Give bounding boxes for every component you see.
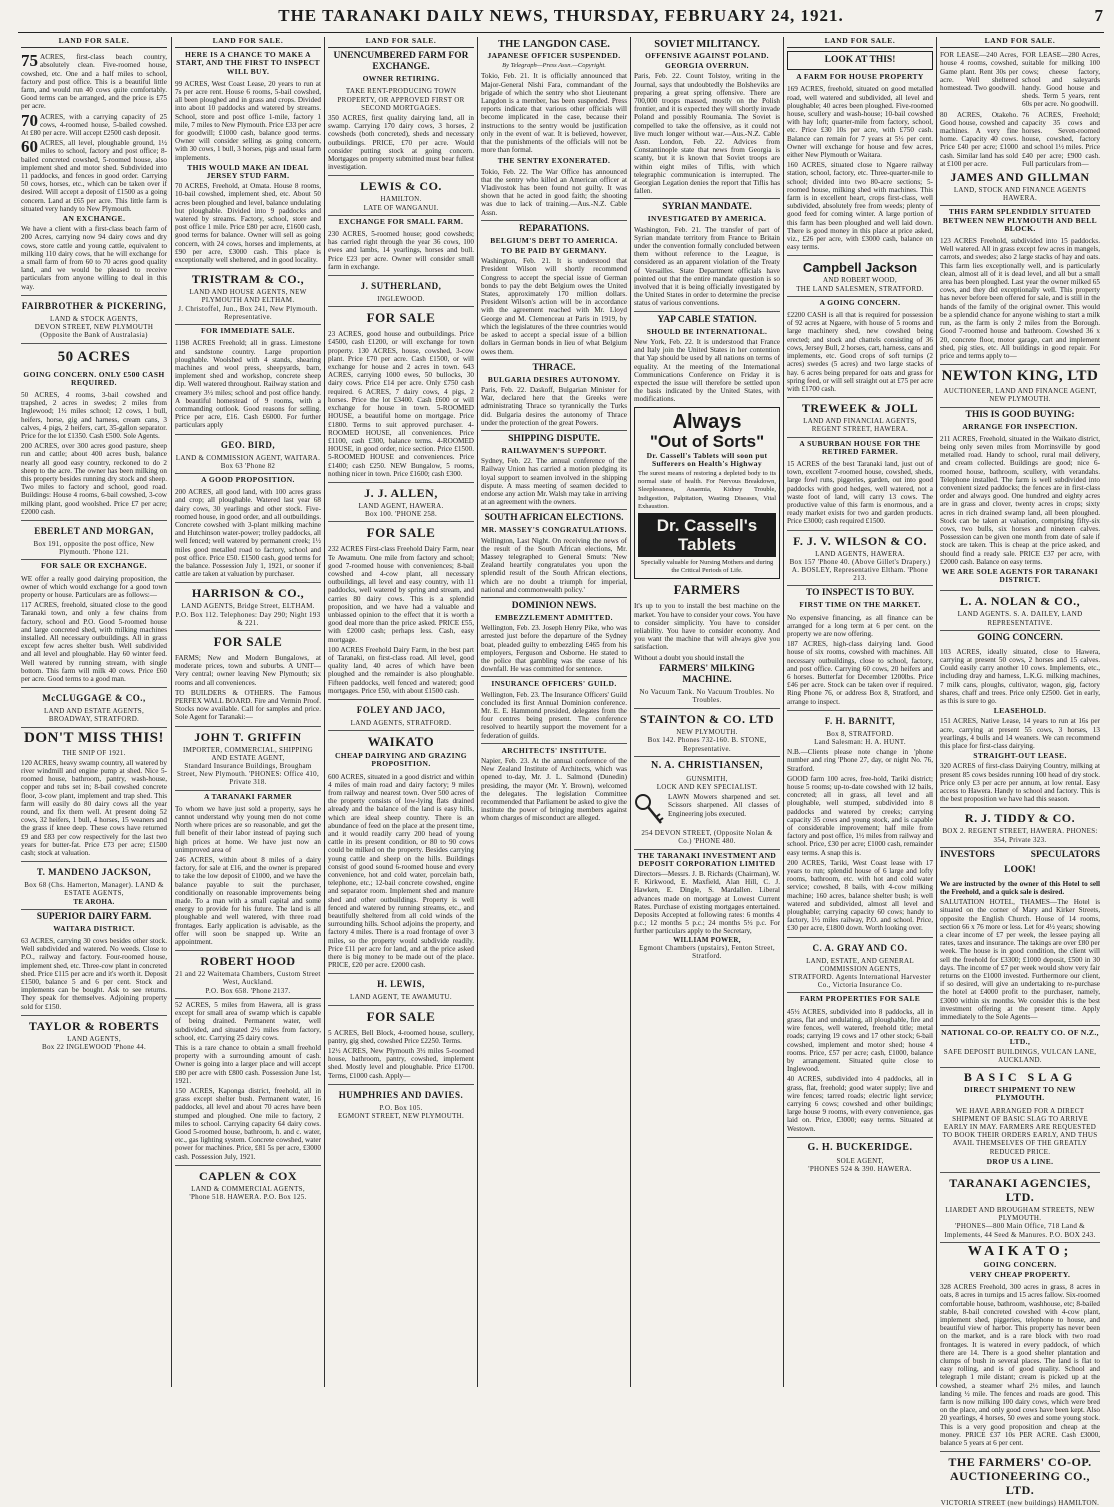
ad-headline: LOOK AT THIS! xyxy=(824,55,896,66)
news-body: Napier, Feb. 23. At the annual conference of the New Zealand Institute of Architects, which was opened to-day, Mr. J. L. Salmond (Dunedin) presiding, the mayor (Mr. Y. Brown), welcomed the delegates. The legislation Committee recommended that Parliament be asked to give the institute the power of bringing members against whom charges of misconduct are alleged. xyxy=(481,757,627,823)
agent-name: STAINTON & CO. LTD xyxy=(639,712,775,727)
agent-subtitle: LAND & COMMERCIAL AGENTS, xyxy=(191,1184,305,1193)
ad-text: 230 ACRES, 5-roomed house; good cowsheds; has carried right through the year 36 cows, 100 ewes and lambs, 14 yearlings, horses and bull. Price £23 per acre. Owner will consider small farm in exchange. xyxy=(328,230,474,271)
agent-subtitle: LAND AGENTS, Bridge Street, ELTHAM. xyxy=(181,602,315,611)
ad-subheadline: GOING CONCERN. xyxy=(983,1259,1057,1269)
ad-text: The surest means of restoring a depleted body to its normal state of health. For Nervous Breakdown, Sleeplessness, Anaemia, Kidney Trouble, Indigestion, Palpitation, Wasting Diseases, Vital Exhaustion. xyxy=(638,469,776,510)
ad-subheadline: VERY CHEAP PROPERTY. xyxy=(969,1269,1071,1279)
agent-subtitle: LAND AND FINANCIAL AGENTS, xyxy=(803,417,917,426)
news-subheadline: THE SENTRY EXONERATED. xyxy=(497,156,611,166)
classified-ad xyxy=(634,600,780,709)
ad-text: This is a rare chance to obtain a small freehold property with a surrounding amount of cash. Owner is going into a larger place and will accept £80 per acre with £800 cash. Possession June 1st, 1921. xyxy=(175,1043,321,1085)
ad-heading: A GOING CONCERN. xyxy=(819,297,901,307)
columns xyxy=(18,36,1104,1507)
ad-heading: HERE IS A CHANCE TO MAKE A START, AND THE FIRST TO INSPECT WILL BUY. xyxy=(176,50,320,76)
ad-heading: A GOOD PROPOSITION. xyxy=(201,474,295,484)
agent-name: JOHN T. GRIFFIN xyxy=(194,729,302,744)
classified-ad xyxy=(328,1027,474,1085)
column-3 xyxy=(325,37,477,1387)
agent-address: VICTORIA STREET (new buildings) HAMILTON. xyxy=(940,1499,1100,1507)
agent-name: HARRISON & CO., xyxy=(191,586,305,601)
news-body: Tokio, Feb. 22. The War Office has announced that the sentry who killed an American officer at Vladivostok has been found not guilty. It was shown that he acted in good faith; the shooting was due to lack of training.—Aus.-N.Z. Cable Assn. xyxy=(481,168,627,221)
agent-subtitle: LAND AGENT, HAWERA. xyxy=(358,501,444,510)
ad-text: 117 ACRES, freehold, situated close to the good Taranaki town, and only a few chains from factory, school and P.O. Good 5-roomed house and large concreted shed, with milking machines installed. All necessary outbuildings. All in grass except few acres shelter bush. Well subdivided and all level and ploughable. Hay 60 winter feed. Well watered by running stream, with single bottom. This farm will milk 40 cows. Price £60 per acre. Good terms to a good man. xyxy=(21,601,167,683)
news-body: Washington, Feb. 21. The transfer of part of Syrian mandate territory from France to Britain under the convention formally concluded between them without reference to the League, is considered as an apparent violation of the Treaty of Versailles. State Department officials have pointed out that the entire mandate question is so involved that it is being officially investigated by the United States in order to determine the precise status of various conventions. xyxy=(634,226,780,312)
classified-ad xyxy=(175,486,321,583)
news-subheadline: EMBEZZLEMENT ADMITTED. xyxy=(495,612,613,622)
news-headline: THRACE. xyxy=(532,362,576,373)
ad-text: 63 ACRES, carrying 30 cows besides other stock. Well subdivided and watered. No weeds. Close to P.O., railway and factory. Four-roomed house, implement shed, etc. Three-cow plant in concreted shed. Price £115 per acre and it's worth it. Deposit £1500, balance 5 and 6 per cent. Stock and implements can be bought. Ask to see returns. They speak for themselves. Adjoining property sold for £150. xyxy=(21,937,167,1011)
agent-address: Box 157 'Phone 40. (Above Gillet's Drapery.) A. BOSLEY, Representative Eltham. 'Phone 213. xyxy=(787,558,933,587)
classified-ad xyxy=(787,746,933,937)
news-subheadline: JAPANESE OFFICER SUSPENDED. xyxy=(487,51,621,60)
news-headline: SHIPPING DISPUTE. xyxy=(508,433,600,444)
agent-subtitle: Box 8, STRATFORD. xyxy=(826,729,894,738)
agent-address: BOX 2. REGENT STREET, HAWERA. PHONES: 354, Private 323. xyxy=(940,827,1100,847)
agent-name: CAPLEN & COX xyxy=(199,1168,297,1183)
agent-subtitle: SOLE AGENT, xyxy=(836,1156,884,1165)
ad-text: £2200 CASH is all that is required for possession of 92 acres at Ngaere, with house of 5 rooms and large machinery shed, new cowshed being erected; and stock and chattels consisting of 36 cows, Jersey Bull, 2 horses, cart, harness, cans and implements, etc. Good crops of soft turnips (2 acres) swedes (5 acres) and two large stacks of hay. 6 acres being prepared for oats and grass for spring feed, or will sell straight out at £75 per acre with £1700 cash. xyxy=(787,311,933,393)
classified-ad xyxy=(787,83,933,256)
ad-heading: LEASEHOLD. xyxy=(993,706,1047,716)
agent-subtitle: 21 and 22 Waitemata Chambers, Custom Street West, Auckland. xyxy=(175,970,321,987)
news-body: Wellington, Feb. 23. Joseph Henry Pike, who was arrested just before the departure of the Sydney boat, pleaded guilty to embezzling £465 from his employers, Ferguson and Osborne. He stated to the police that gambling was the cause of his downfall. He was committed for sentence. xyxy=(481,624,627,677)
agent-address: Land Salesman: H. A. HUNT. xyxy=(814,738,906,746)
news-body: Wellington, Last Night. On receiving the news of the result of the South African elections, Mr. Massey telegraphed to General Smuts: 'New Zealand heartily congratulates you upon the splendid result of the South African elections, which are no doubt a triumph for imperial, national and commonwealth policy.' xyxy=(481,537,627,598)
ad-heading: FOR SALE OR EXCHANGE. xyxy=(41,561,147,571)
ad-headline: INVESTORS xyxy=(940,849,995,860)
ad-text: ACRES, with a carrying capacity of 25 cows, 4-roomed house, 5-bailed cowshed. At £80 per acre. Will accept £2500 cash deposit. xyxy=(21,112,167,138)
section-header: LAND FOR SALE. xyxy=(787,37,933,48)
agent-address: DEVON STREET, NEW PLYMOUTH xyxy=(34,323,154,332)
agent-subtitle: LAND & COMMISSION AGENT, WAITARA. xyxy=(175,453,321,462)
masthead xyxy=(18,6,1104,33)
agent-address: 'PHONES 524 & 390. HAWERA. xyxy=(808,1164,912,1173)
ad-text: No expensive financing, as all finance can be arranged for a long term at 6 per cent. on the property we are now offering. xyxy=(787,613,933,638)
ad-text: WE offer a really good dairying proposition, the owner of which would exchange for a good town property or house. Particulars are as follows:— xyxy=(21,574,167,599)
column-4 xyxy=(478,37,630,1387)
classified-ad xyxy=(787,309,933,398)
classified-ad xyxy=(175,803,321,951)
classified-ad xyxy=(328,543,474,700)
agent-subtitle: SAFE DEPOSIT BUILDINGS, VULCAN LANE, AUCKLAND. xyxy=(940,1048,1100,1068)
page-number: 7 xyxy=(1094,6,1104,25)
classified-ad xyxy=(328,228,474,276)
agent-name: G. H. BUCKERIDGE. xyxy=(807,1141,913,1153)
classified-ad xyxy=(787,1006,933,1138)
agent-name: TAYLOR & ROBERTS xyxy=(28,1018,160,1033)
ad-text: 200 ACRES, all good land, with 100 acres grass and crop; all ploughable. Watered last year 68 dairy cows, 30 yearlings and other stock. Five-roomed house, in good order, and all outbuildings. Concrete cowshed with 3-plant milking machine and Hutchinson water-power; trolley paddocks, all well fenced; well watered by permanent creek; 1½ miles good metalled road to factory, school and post office. Price £50. £1500 cash, good terms for the balance. Possession July 1, 1921, or sooner if cattle are taken at valuation by purchaser. xyxy=(175,488,321,579)
agent-name: Campbell Jackson xyxy=(802,260,918,276)
agent-address: P.O. Box 658. 'Phone 2137. xyxy=(175,987,321,999)
ad-text: It's up to you to install the best machine on the market. You have to consider your cows. You have to consider simplicity. You have to consider reliability. You have to consider economy. And you want the machine that will always give you satisfaction. xyxy=(634,602,780,652)
ad-text: TAKE RENT-PRODUCING TOWN PROPERTY, OR APPROVED FIRST OR SECOND MORTGAGES. xyxy=(337,87,465,112)
ad-subheadline: DIRECT SHIPMENT TO NEW PLYMOUTH. xyxy=(964,1085,1076,1103)
agent-name: NATIONAL CO-OP. REALTY CO. OF N.Z., LTD., xyxy=(941,1028,1099,1046)
agent-address: Box 22 INGLEWOOD 'Phone 44. xyxy=(41,1043,147,1052)
news-body: Sydney, Feb. 22. The annual conference of the Railway Union has carried a motion pledging its loyal support to seamen involved in the shipping dispute. A mass meeting of seamen decided to endorse any action Mr. Walsh may take in arriving at an agreement with the owners. xyxy=(481,457,627,510)
ad-headline: "Out of Sorts" xyxy=(649,431,765,451)
agent-name: FOLEY AND JACO, xyxy=(356,704,446,715)
ad-text: 328 ACRES Freehold, 300 acres in grass, 8 acres in oats, 8 acres in turnips and 15 acres fallow. Six-roomed comfortable house, bathroom, washhouse, etc; 8-bailed stable, 8-bail concreted cowshed with 4-cow plant, implement shed, piggeries, telephone to house, and beautiful view of harbor. This property has never been on the market, and is a rare block with two road frontages. It is watered in every paddock, of which there are 14. There is a good shelter plantation and clumps of bush in several places. The land is flat to easy rolling, and is of good quality. School and telegraph 1 mile distant; cream is picked up at the cowshed, a steamer wharf 2½ miles, and launch landing ½ mile. The fences and roads are good. This farm is now milking 100 dairy cows, which were bred on the place, and only good cows have been kept. Also 20 yearlings, 4 horses, 50 ewes and some young stock. This is a very good proposition and cheap at the money. PRICE £37 10s PER ACRE. Cash £3000, balance 5 years at 6 per cent. xyxy=(940,1283,1100,1448)
classified-ad xyxy=(787,612,933,711)
ad-text: 50 ACRES, 4 rooms, 3-bail cowshed and trapshed, 2 acres in swedes; 2 miles from Inglewood; 1½ miles school; 12 cows, 1 bull, heifers, horse, gig and harness, cream cans, 3 calves, 4 pigs, 2 heifers, cart, 35-gallon separator. Price for the lot £1350. Cash £500. Sole Agents. xyxy=(21,390,167,440)
ad-subheadline: THE SNIP OF 1921. xyxy=(62,748,126,757)
classified-ad xyxy=(175,78,321,269)
ad-text: To whom we have just sold a property, says he cannot understand why young men do not come North where prices are so reasonable, and get the full benefit of their labor instead of paying such high prices at home. We have just now an unimproved area of xyxy=(175,804,321,854)
classified-ad xyxy=(940,878,1100,1026)
ad-text: 246 ACRES, within about 8 miles of a dairy factory, for sale at £16, and the owner is prepared to take the low deposit of £1000, and we have the balance payable to suit the purchaser, conditionally on reasonable improvements being made. To a man with a small capital and some energy to provide for his future. The land is all ploughable and well watered, with three road frontages. Early application is advisable, as the offer will soon be snapped up. Write an appointment. xyxy=(175,856,321,947)
agent-subtitle: LAND AGENTS, xyxy=(67,1034,121,1043)
ad-headline: TO INSPECT IS TO BUY. xyxy=(806,588,914,599)
ad-text: FOR LEASE—280 Acres, suitable for milking 100 cows; cheese factory, school and saleyards handy. Good house and sheds. Term 5 years, rent 60s per acre. No goodwill. xyxy=(1022,51,1100,109)
news-subheadline: BELGIUM'S DEBT TO AMERICA. xyxy=(490,235,618,245)
newspaper-title: THE TARANAKI DAILY NEWS, THURSDAY, FEBRUARY 24, 1921. xyxy=(278,6,844,25)
ad-text: SALUTATION HOTEL, THAMES—The Hotel is situated on the corner of Mary and Kirker Streets, opposite the English Church. House of 14 rooms, section 66 x 76 more or less. Let for 4½ years; showing a clear income of £7 per week, the lessee paying all rates, taxes and insurance. The takings are over £80 per week. The house is in good condition, the client will sell the freehold for £3300; £1000 deposit, £500 in 30 days. The income of £7 per week would show very fair returns on the £1000 invested. Furthermore our client, if so desired, will give an undertaking to re-purchase the hotel at £4000 profit to the purchaser, namely, £3000 within six months. We consider this is the best investment offering at the present time. Apply immediately to the Sole Agents— xyxy=(940,898,1100,1022)
classified-ad xyxy=(940,646,1100,809)
ad-text: We are instructed by the owner of this Hotel to sell the Freehold, and a quick sale is desired. xyxy=(940,879,1100,897)
agent-name: TRISTRAM & CO., xyxy=(191,272,305,287)
ad-headline: SUPERIOR DAIRY FARM. xyxy=(36,911,152,922)
ad-headline: FOR SALE xyxy=(213,633,283,649)
classified-ad xyxy=(940,235,1100,365)
agent-subtitle: AUCTIONEER, LAND AND FINANCE AGENT, NEW PLYMOUTH. xyxy=(940,387,1100,407)
agent-name: J. SUTHERLAND, xyxy=(360,281,442,292)
agent-address: Box 142. Phones 732-160. B. STONE, Representative. xyxy=(634,736,780,756)
agent-address: 'Phone 518. HAWERA. P.O. Box 125. xyxy=(189,1192,307,1201)
news-subheadline: BULGARIA DESIRES AUTONOMY. xyxy=(487,374,621,384)
news-headline: SYRIAN MANDATE. xyxy=(662,202,752,213)
lease-ads-row xyxy=(940,51,1100,108)
ad-text: ACRES, first-class beach country, absolutely clean. Five-roomed house, cowshed, etc. One and a half miles to school, factory and post office. This is a beautiful little farm, and would run 40 cows quite comfortably. Good terms can be arranged, and the price is £75 per acre. xyxy=(21,53,167,111)
agent-subtitle: LAND AGENTS, STRATFORD. xyxy=(328,719,474,731)
ad-text: ACRES, all level, ploughable ground, 1½ miles to school, factory and post office; 8-bailed concreted cowshed, 5-roomed house, also implement shed and motor shed. Subdivided into 11 paddocks, and fences in good order. Carrying 50 cows, horses, etc., which can be taken over if desired. Will accept a deposit of £1500 as a going concern. Land at £65 per acre. This little farm is situated very handy to New Plymouth. xyxy=(21,139,167,213)
news-headline: YAP CABLE STATION. xyxy=(657,314,757,325)
agent-name: NEWTON KING, LTD xyxy=(941,368,1099,385)
product-name: FARMERS' MILKING MACHINE. xyxy=(659,663,755,685)
ad-heading: AN EXCHANGE. xyxy=(62,214,126,224)
news-headline: THE LANGDON CASE. xyxy=(498,39,610,50)
ad-text: 70 ACRES, Freehold, at Omata. House 8 rooms, 10-bail cowshed, implement shed, etc. About 50 acres been ploughed and level, balance undulating but ploughable. Divided into 9 paddocks and watered by streams. Factory, school, store and post office 1 mile. Price £80 per acre, £1600 cash, good terms for balance. Owner will sell as going concern, with 24 cows, horses and implements, at £90 per acre, £3000 cash. This place is exceptionally well sheltered, and in good locality. xyxy=(175,182,321,265)
company-text: Directors—Messrs. J. B. Richards (Chairman), W. F. Kirkwood, E. Maxfield, Alan Hill, C. J. Hawken, E. Dingle, S. Mardallen. Liberal advances made on mortgage at Lowest Current Rates. Purchase of existing mortgages entertained. Deposits Accepted at following rates: 6 months 4 p.c.; 12 months 5 p.c.; 24 months 5½ p.c. For further particulars apply to the Secretary, xyxy=(634,870,780,936)
ad-heading: A SUBURBAN HOUSE FOR THE RETIRED FARMER. xyxy=(799,438,921,456)
ad-text: 45½ ACRES, subdivided into 8 paddocks, all in grass, flat and undulating, all ploughable, fire and wire fences, well watered, freehold title; metal roads; carrying 19 cows and 17 other stock; 6-bail cowshed, implement and motor shed; house 4 rooms. Price, £57 per acre; cash, £1000, balance by arrangement. Situated quite close to Inglewood. xyxy=(787,1007,933,1074)
ad-text: GOOD farm 100 acres, free-hold, Tariki district; house 5 rooms; up-to-date cowshed with 12 bails, concreted; all in grass, all level and all ploughable, well stumped, subdivided into 8 paddocks and watered by creeks; carrying capacity 35 cows and young stock, and is capable of considerable improvement; half mile from factory and post office, 1½ miles from railway and school. Price, £30 per acre; £1000 cash, remainder easy terms. A snap this is. xyxy=(787,774,933,857)
agent-address: THE LAND SALESMEN, STRATFORD. xyxy=(787,285,933,297)
ad-box xyxy=(787,51,933,70)
ad-text: 12½ ACRES, New Plymouth 3½ miles 5-roomed house, bathroom, pantry, cowshed, implement shed. Mostly level and ploughable. Price £1700. Terms, £1000 cash. Apply— xyxy=(328,1047,474,1080)
ad-heading: FARM PROPERTIES FOR SALE xyxy=(799,994,921,1004)
agent-address: LATE OF WANGANUI. xyxy=(328,204,474,216)
agent-name: N. A. CHRISTIANSEN, xyxy=(650,759,764,771)
classified-ad xyxy=(940,1105,1100,1173)
ad-headline: LOOK! xyxy=(1004,864,1036,875)
news-body: New York, Feb. 22. It is understood that France and Italy join the United States in her contention that Yap should be used by all nations on terms of equality. At the meeting of the International Communications Conference on Friday it is expected the issue will therefore be settled upon the basis indicated by the United States, with modifications. xyxy=(634,337,780,404)
agent-address: STRATFORD. Agents International Harvester Co., Victoria Insurance Co. xyxy=(787,973,933,993)
company-address: Egmont Chambers (upstairs), Fenton Street, Stratford. xyxy=(639,943,775,961)
agent-address: REGENT STREET, HAWERA. xyxy=(787,425,933,437)
ad-text: 160 ACRES, situated close to Ngaere railway station, school, factory, etc. Three-quarter-mile to school; divided into two 80-acre sections; 5-roomed house, milking shed with machines. This farm is in excellent heart, crops first-class, well subdivided, absolutely free from weeds; plenty of good feed for coming winter. A large portion of this farm has been ploughed and well laid down. There is good money in this place at price asked, viz., £26 per acre, with £3000 cash, balance on easy terms. xyxy=(787,161,933,252)
ad-subheadline: A FARM FOR HOUSE PROPERTY xyxy=(796,72,924,82)
key-icon xyxy=(634,793,664,827)
agent-name: LEWIS & CO. xyxy=(360,179,442,194)
agent-address: EGMONT STREET, NEW PLYMOUTH. xyxy=(337,1112,465,1121)
agent-subtitle: HAMILTON. xyxy=(380,195,422,204)
ad-text: FARMS; New and Modern Bungalows, at moderate prices, town and suburbs. A UNIT—Very central; owner leaving New Plymouth; six rooms and all conveniences. xyxy=(175,653,321,687)
ad-subheadline: WAITARA DISTRICT. xyxy=(53,923,135,933)
ad-text: 200 ACRES, over 300 acres good pasture, sheep run and cattle; about 400 acres bush, balance nearly all good easy country, reckoned to do 2 sheep to the acre. The owner has been milking on this property besides running dry stock and sheep. Two miles to factory and school, good road. Buildings: House 4 rooms, 6-bail cowshed, 3-cow milking plant, good woolshed. Price £7 per acre; £2000 cash. xyxy=(21,442,167,516)
news-credit: By Telegraph—Press Assn.—Copyright. xyxy=(502,62,606,70)
ad-headline: DON'T MISS THIS! xyxy=(24,729,164,746)
classified-ad xyxy=(328,85,474,176)
agent-subtitle: LAND & STOCK AGENTS, xyxy=(50,314,138,323)
brand-name-2: Tablets xyxy=(677,534,737,554)
section-header: LAND FOR SALE. xyxy=(21,37,167,48)
ad-text: 150 ACRES, Kaponga district, freehold, all in grass except shelter bush. Permanent water, 16 paddocks, all level and about 70 acres have been stumped and ploughed. One mile to factory, 2 miles to school. Carrying capacity 64 dairy cows. Good 5-roomed house, bathroom, h. and c. water, etc., gas lighting system. Concrete cowshed, water power for machines. Price, £81 5s per acre, £3000 cash. Possession July, 1921. xyxy=(175,1086,321,1161)
agent-name: J. J. ALLEN, xyxy=(364,485,438,500)
ad-tagline: Dr. Cassell's Tablets will soon put Sufferers on Health's Highway xyxy=(646,450,768,468)
ad-subheadline: ARRANGE FOR INSPECTION. xyxy=(962,421,1078,431)
ad-subheadline: FIRST TIME ON THE MARKET. xyxy=(799,600,921,610)
ad-text: Specially valuable for Nursing Mothers and during the Critical Periods of Life. xyxy=(640,558,774,575)
agent-subtitle: LAND AGENTS, HAWERA. xyxy=(815,549,905,558)
sale-ads-row xyxy=(940,111,1100,168)
agent-subtitle: LIARDET AND BROUGHAM STREETS, NEW PLYMOUTH. xyxy=(945,1205,1095,1223)
news-subheadline: SHOULD BE INTERNATIONAL. xyxy=(646,326,768,336)
ad-text: WE HAVE ARRANGED FOR A DIRECT SHIPMENT OF BASIC SLAG TO ARRIVE EARLY IN MAY. FARMERS ARE REQUESTED TO BOOK THEIR ORDERS EARLY, AND THUS AVAIL THEMSELVES OF THE GREATLY REDUCED PRICE. xyxy=(942,1106,1098,1156)
ad-text: 1198 ACRES Freehold; all in grass. Limestone and sandstone country. Large proportion ploughable. Woolshed with 4 stands, shearing machines and wool press, sheepyards, barn, implement shed and workshop, concrete sheep dip. Well watered throughout. Railway station and creamery 3½ miles; school and post office handy. A beautiful homestead of 9 rooms, with a commanding outlook. Good reasons for selling. Price per acre, £16. Cash £6000. For further particulars apply xyxy=(175,339,321,430)
ad-headline: WAIKATO; xyxy=(967,1243,1073,1259)
agent-subtitle: AND ROBERT WOOD, xyxy=(823,276,897,285)
agent-subtitle: LAND, STOCK AND FINANCE AGENTS HAWERA. xyxy=(940,186,1100,206)
ad-text: No Vacuum Tank. No Vacuum Troubles. No Troubles. xyxy=(639,687,775,704)
ad-heading: THIS FARM SPLENDIDLY SITUATED BETWEEN NEW PLYMOUTH AND BELL BLOCK. xyxy=(942,207,1098,233)
agent-street: 254 DEVON STREET, (Opposite Nolan & Co.) 'PHONE 480. xyxy=(634,829,780,849)
agent-subtitle: LAND AGENT, TE AWAMUTU. xyxy=(328,993,474,1005)
ad-text: TO BUILDERS & OTHERS. The Famous PERFEX WALL BOARD. Fire and Vermin Proof. Stocks now available. Call for samples and price. Sole Agent for Taranaki:— xyxy=(175,688,321,722)
agent-subtitle: NEW PLYMOUTH. xyxy=(676,728,738,737)
ad-text: 40 ACRES, subdivided into 4 paddocks, all in grass, flat, freehold; good water supply; live and wire fences; tarred roads; electric light service; carrying 6 cows; cowshed and other buildings; large house 9 rooms, with every convenience, gas laid on. Price, £3000; easy terms. Situated at Westown. xyxy=(787,1075,933,1133)
acreage-number: 70 xyxy=(21,110,38,130)
ad-headline: FOR SALE xyxy=(366,310,436,326)
ad-headline: 50 ACRES xyxy=(57,348,131,365)
agent-address: Box 63 'Phone 82 xyxy=(175,462,321,474)
ad-text: 52 ACRES, 5 miles from Hawera, all is grass except for small area of swamp which is capable of being drained. Permanent water, well subdivided, and situated 2½ miles from factory, school, etc. Carrying 25 dairy cows. xyxy=(175,1000,321,1042)
agent-address: Box 68 (Chs. Hamerton, Manager). LAND & ESTATE AGENTS, xyxy=(24,881,164,898)
agent-address: Box 100. 'PHONE 258. xyxy=(328,510,474,522)
agent-name: EBERLET AND MORGAN, xyxy=(34,525,154,536)
agent-address: BROADWAY, STRATFORD. xyxy=(21,715,167,727)
agent-name: T. MANDENO JACKSON, xyxy=(36,867,152,878)
ad-subheadline: OWNER RETIRING. xyxy=(362,74,440,84)
ad-text: Without a doubt you should install the xyxy=(634,653,744,662)
ad-headline: GOING CONCERN. xyxy=(977,632,1063,643)
agent-name: F. H. BARNITT, xyxy=(824,715,896,726)
acreage-number: 75 xyxy=(21,51,38,71)
ad-text: 5 ACRES, Bell Block, 4-roomed house, scullery, pantry, gig shed, cowshed Price £2250. Terms. xyxy=(328,1028,474,1045)
ad-text: LAWN Mowers sharpened and set. Scissors sharpened. All classes of Engineering jobs executed. xyxy=(668,793,780,818)
classified-ad xyxy=(328,771,474,975)
ad-text: 103 ACRES, ideally situated, close to Hawera, carrying at present 50 cows, 2 horses and 15 calves. Could easily carry another 10 cows. Implements, etc., including dray and harness, L.K.G. milking machines, 7 milk cans, ploughs, cultivator, wagon, gig, factory shares, chaff and trees. Price only £2500. Get in early, as this is sure to go. xyxy=(940,647,1100,705)
news-subheadline: INSURANCE OFFICERS' GUILD. xyxy=(491,679,617,689)
news-body: Tokio, Feb. 21. It is officially announced that Major-General Nishi Fara, commandant of the brigade of which the sentry who shot Lieutenant Langdon is a member, has been suspended. Press reports indicate that various other officials will become implicated in the case, because their instructions to the sentry would be justification only in the event of war. It is believed, however, that the punishments of the officials will not be more than formal. xyxy=(481,72,627,155)
news-body: Wellington, Feb. 23. The Insurance Officers' Guild concluded its first Annual Dominion conference. Mr. E. E. Hammond presided, delegates from the four centres being present. The conference resolved to heartily support the movement for a federation of guilds. xyxy=(481,691,627,744)
column-6 xyxy=(784,37,936,1387)
ad-heading: EXCHANGE FOR SMALL FARM. xyxy=(338,216,464,226)
news-subheadline: TO BE PAID BY GERMANY. xyxy=(501,246,607,256)
classified-ad xyxy=(328,328,474,483)
ad-heading: STRAIGHT-OUT LEASE. xyxy=(973,751,1067,761)
news-subheadline: GEORGIA OVERRUN. xyxy=(665,61,749,71)
ad-heading: FOR IMMEDIATE SALE. xyxy=(201,326,295,336)
ad-text: 80 ACRES, Otakeho. Good house, cowshed and machines. A very fine home. Capacity 40 cows. Price £40 per acre; £1000 cash. Similar land has sold at £100 per acre. xyxy=(940,110,1018,168)
agent-name: McCLUGGAGE & CO., xyxy=(42,693,146,704)
news-subheadline: ARCHITECTS' INSTITUTE. xyxy=(501,745,607,755)
ad-text: 15 ACRES of the best Taranaki land, just out of town, excellent 7-roomed house, cowshed, sheds, large fowl runs, piggeries, garden, out into good paddocks with good hedges, well watered, not a waste foot of land, will carry 13 cows. The productive value of this farm is enormous, and a ready market exists for two and garden products. Price £3000; cash required £1500. xyxy=(787,459,933,526)
classified-ad xyxy=(940,433,1100,592)
classified-ad xyxy=(21,51,167,296)
news-body: Paris, Feb. 22. Count Tolstoy, writing in the Journal, says that undoubtedly the Bolsheviks are preparing a great spring offensive. There are 700,000 troops massed, mostly on the Polish frontier, and it is expected they will shortly invade Poland and possibly Roumania. The Soviet is compelled to take the offensive, as it could not live much longer without war.—Aus.-N.Z. Cable Assn. London, Feb. 22. Advices from Constantinople state that news from Georgia is scanty, but it is known that Soviet troops are within eight miles of Tiflis, with which telegraphic communication is interrupted. The Georgian Legation denies the report that Tiflis has fallen. xyxy=(634,72,780,199)
ad-heading: A TARANAKI FARMER xyxy=(203,791,293,801)
agent-address: 'PHONES—800 Main Office, 718 Land & Implements, 44 Seed & Manures. P.O. BOX 243. xyxy=(940,1222,1100,1242)
secretary-name: WILLIAM POWER, xyxy=(673,935,741,944)
company-heading: THE TARANAKI INVESTMENT AND DEPOSIT CORPORATION LIMITED xyxy=(637,850,777,868)
ad-text: 123 ACRES Freehold, subdivided into 15 paddocks. Well watered. All in grass except few acres in mangels, carrots, and swedes; also 2 large stacks of hay and oats. This farm lies exceptionally well, and is particularly clean, almost all of it is dead level, and all but a small area has been ploughed. Last year the owner milked 65 cows, and they did exceptionally well. This property has never before been offered for sale, and is still in the hands of the family of the original owner. This would be a splendid chance for anyone wishing to start a milk run, as the farm is only 2 miles from the Borough. Good 7-roomed house and bathroom. Cowshed 36 x 20, concrete floor, motor garage, cart and implement shed, pig sties, etc. All buildings in good repair. For price and terms apply to— xyxy=(940,237,1100,360)
agent-name: GEO. BIRD, xyxy=(220,439,276,450)
agent-address: P.O. Box 112. Telephones: Day 290; Night 193 & 221. xyxy=(175,611,321,631)
ad-text: 232 ACRES First-class Freehold Dairy Farm, near Te Awamutu. One mile from factory and school; good 7-roomed house with conveniences; 8-bail cowshed and 4-cow plant, all necessary outbuildings, all level and easy country, with 11 paddocks, well watered by spring and stream, and carries 80 dairy cows. This is a splendid proposition, and we have had a valuable and unbiassed opinion to the effect that it is worth a good deal more than the price asked. PRICE £55, with £2000 cash; perhaps less. Cash, easy mortgage. xyxy=(328,545,474,644)
ad-headline: THIS IS GOOD BUYING: xyxy=(965,409,1075,420)
agent-name: TARANAKI AGENCIES, LTD. xyxy=(949,1175,1091,1204)
classified-ad xyxy=(175,652,321,727)
agent-name: C. A. GRAY AND CO. xyxy=(812,942,908,953)
investors-header xyxy=(940,848,1100,863)
agent-subtitle: LAND AND ESTATE AGENTS, xyxy=(43,707,145,716)
ad-heading: DROP US A LINE. xyxy=(986,1156,1054,1166)
news-subheadline: INVESTIGATED BY AMERICA. xyxy=(647,214,767,224)
ad-text: N.B.—Clients please note change in 'phone number and ring 'Phone 27, day, or night No. 76, Stratford. xyxy=(787,748,933,773)
ad-text: 350 ACRES, first quality dairying land, all in swamp. Carrying 170 dairy cows, 3 horses, 2 cowsheds (both concreted), sheds and necessary outbuildings. PRICE, £70 per acre. Would consider putting stock at going concern. Mortgages on property submitted must bear fullest investigation. xyxy=(328,114,474,172)
agent-address: LOCK AND KEY SPECIALIST. xyxy=(656,782,758,791)
agent-note: (Opposite the Bank of Australasia) xyxy=(21,331,167,343)
ad-heading: WE ARE SOLE AGENTS FOR TARANAKI DISTRICT. xyxy=(941,566,1099,585)
agent-name: H. LEWIS, xyxy=(377,979,425,990)
agent-subtitle: P.O. Box 105. xyxy=(379,1103,423,1112)
ad-headline: BASIC SLAG xyxy=(963,1070,1077,1085)
ad-text: 187 ACRES, high-class dairying land. Good house of six rooms, cowshed with machines. All necessary outbuildings, close to school, factory, and post office. Carrying 60 cows, 20 heifers and 6 horses. Butterfat for December 1200lbs. Price £46 per acre. Stock can be taken over if required. Ring Phone 76, or address Box 8, Stratford, and arrange to inspect. xyxy=(787,640,933,706)
ad-text: 76 ACRES, Freehold; capacity 35 cows and horses. Seven-roomed house, cowshed, factory and school 1½ miles. Price £40 per acre; £900 cash. Full particulars from— xyxy=(1022,110,1100,168)
classified-ad xyxy=(21,935,167,1016)
ad-text: FOR LEASE—240 Acres, house 4 rooms, cowshed, Game plant. Rent 30s per acre. Well sheltered homestead. Two goodwill. xyxy=(940,51,1018,93)
agent-name: JAMES AND GILLMAN xyxy=(950,170,1090,185)
agent-name: THE FARMERS' CO-OP. AUCTIONEERING CO., LTD. xyxy=(948,1455,1092,1498)
classified-ad xyxy=(787,458,933,531)
gunsmith-ad xyxy=(634,793,780,827)
agent-subtitle: LAND, ESTATE, AND GENERAL COMMISSION AGENTS, xyxy=(806,956,914,973)
agent-name: R. J. TIDDY & CO. xyxy=(964,811,1076,826)
column-7 xyxy=(937,36,1103,1507)
brand-panel xyxy=(638,513,776,557)
classified-ad xyxy=(175,337,321,434)
ad-headline: WAIKATO xyxy=(367,734,435,750)
agent-town: TE AROHA. xyxy=(21,898,167,910)
news-subheadline: OFFENSIVE AGAINST POLAND. xyxy=(645,51,769,60)
agent-name: TREWEEK & JOLL xyxy=(801,401,919,416)
ad-headline: UNENCUMBERED FARM FOR EXCHANGE. xyxy=(333,51,469,73)
column-5 xyxy=(631,37,783,1387)
ad-headline: FOR SALE xyxy=(366,525,436,541)
classified-ad xyxy=(175,999,321,1166)
ad-text: 120 ACRES, heavy swamp country, all watered by river windmill and engine pump at shed. Nice 5-roomed house, bathroom, pantry, wash-house, copper and tubs set in; 8-bail cowshed concrete floor, 3-cow plant, implement and trap shed. This farm will easily do 80 dairy cows all the year round, and fix them well. At present doing 52 cows, 32 heifers, 1 bull, 4 horses, 15 weaners and the grass if knee deep. These cows have returned £9 and £83 per cow respectively for the last two years for butter-fat. Price £73 per acre; £1500 cash; stock at valuation. xyxy=(21,758,167,858)
ad-text: 100 ACRES Freehold Dairy Farm, in the best part of Taranaki, on first-class road. All level, good quality land, 40 acres of which have been ploughed and the remainder is also ploughable. Fifteen paddocks, well fenced and watered; good mortgages. Price £50, with about £1500 cash. xyxy=(328,645,474,695)
classified-ad xyxy=(940,1281,1100,1452)
agent-subtitle: IMPORTER, COMMERCIAL, SHIPPING AND ESTATE AGENT, xyxy=(183,745,313,762)
classified-ad xyxy=(21,389,167,521)
ad-text: 320 ACRES of first-class Dairying Country, milking at present 85 cows besides running 100 head of dry stock. Price only £3 per acre per annum, at low rental. Easy access to Hawera. Handy to school and factory. This is the best proposition we have had this season. xyxy=(940,762,1100,804)
agent-address: J. Christoffel, Jun., Box 241, New Plymouth. Representative. xyxy=(175,305,321,325)
classified-ad xyxy=(21,757,167,862)
agent-subtitle: LAND AGENTS. S. A. DAILEY, LAND REPRESENTATIVE. xyxy=(940,610,1100,630)
section-header: LAND FOR SALE. xyxy=(328,37,474,48)
ad-headline: FOR SALE xyxy=(366,1008,436,1024)
brand-name: Dr. Cassell's xyxy=(656,515,758,535)
ad-text: 23 ACRES, good house and outbuildings. Price £4500, cash £1200, or will exchange for town property. 130 ACRES, house, cowshed, 3-cow plant. Price £70 per acre. Cash £1500, or will exchange for house and 2 acres in town. 643 ACRES, carrying 1000 ewes, 50 bullocks, 30 dairy cows. Price £14 per acre. Only £750 cash required. 6 ACRES, 7 dairy cows, 4 pigs, 2 horses. Price the lot £3400. Cash £600 or will exchange for house in town. 5-ROOMED HOUSE, a beautiful home on mortgage. Price £1800. Terms to suit approved purchaser. 4-ROOMED HOUSE, all conveniences. Price £1100, cash £300, balance terms. 4-ROOMED HOUSE, in good order, nice section. Price £1500. 5-ROOMED HOUSE and conveniences. Price £1400; cash £250. NEW Bungalow, 5 rooms, nothing nicer in town. Price £1600; cash £300. xyxy=(328,330,474,478)
section-header: LAND FOR SALE. xyxy=(940,37,1100,48)
column-1 xyxy=(18,37,170,1387)
ad-text: We have a client with a first-class beach farm of 200 Acres, carrying now 94 dairy cows and dry cows, store cattle and young cattle, equivalent to milking 110 dairy cows, that he will exchange for a small farm of from 60 to 70 acres good quality land, and we would be pleased to receive particulars from anyone willing to deal in this way. xyxy=(21,225,167,291)
news-headline: SOVIET MILITANCY. xyxy=(654,39,760,50)
news-headline: DOMINION NEWS. xyxy=(511,600,597,611)
ad-subheadline: CHEAP DAIRYING AND GRAZING PROPOSITION. xyxy=(334,751,468,769)
agent-name: FAIRBROTHER & PICKERING, xyxy=(21,300,167,311)
agent-address: Box 191, opposite the post office, New Plymouth. 'Phone 121. xyxy=(21,540,167,560)
acreage-number: 60 xyxy=(21,137,38,157)
agent-name: HUMPHRIES AND DAVIES. xyxy=(338,1089,464,1100)
news-body: Paris, Feb. 22. Daskoff, Bulgarian Minister for War, declared here that the Greeks were administrating Thrace so tyrannically the Turks did. Bulgaria desires the autonomy of Thrace under the protection of the great Powers. xyxy=(481,386,627,431)
ad-headline: SPECULATORS xyxy=(1030,849,1100,860)
ad-text: 151 ACRES, Native Lease, 14 years to run at 16s per acre, carrying at present 55 cows, 3 horses, 13 yearlings, 4 bulls and 14 weaners. We can recommend this place for first-class dairying. xyxy=(940,717,1100,751)
ad-text: 99 ACRES, West Coast Lease, 20 years to run at 7s per acre rent. House 6 rooms, 5-bail cowshed, all been ploughed and in grass and crops. Divided into about 10 paddocks and watered by streams. School, store and post office 1-mile, factory 1 mile, 7 miles to New Plymouth. Price £33 per acre for goodwill; £1000 cash, balance good terms. Owner will consider selling as going concern, with 30 cows, 1 bull, 3 horses, pigs and usual farm implements. xyxy=(175,79,321,162)
section-header: LAND FOR SALE. xyxy=(175,37,321,48)
cassells-tablets-ad xyxy=(634,407,780,580)
classified-ad xyxy=(21,573,167,689)
ad-heading: THIS WOULD MAKE AN IDEAL JERSEY STUD FARM. xyxy=(187,162,309,181)
news-subheadline: MR. MASSEY'S CONGRATULATIONS. xyxy=(481,525,627,535)
agent-name: L. A. NOLAN & CO., xyxy=(959,594,1081,609)
column-2 xyxy=(172,37,324,1387)
agent-name: ROBERT HOOD xyxy=(200,954,296,969)
ad-text: 169 ACRES, freehold, situated on good metalled road, well watered and subdivided, all level and ploughable; 40 acres been ploughed. Five-roomed house, scullery and wash-house; 10-bail cowshed with hay loft; quarter-mile from factory, school, etc. Price £30 10s per acre, with £750 cash. Balance can remain for 7 years at 5½ per cent. Owner will exchange for house and few acres, either New Plymouth or Waitara. xyxy=(787,85,933,160)
agent-subtitle: GUNSMITH, xyxy=(686,774,728,783)
agent-subtitle: INGLEWOOD. xyxy=(328,295,474,307)
ad-text: 600 ACRES, situated in a good district and within 4 miles of main road and dairy factory; 9 miles from railway and nearest town. Over 500 acres of the property consists of low-lying flats drained already and the balance of the land is easy hills, which are ideal sheep country. There is an abundance of feed on the place at the present time, and it would readily carry 200 head of young cattle in its present condition, or 80 to 90 cows could be milked on the property. Besides carrying young cattle and sheep on the hills. Buildings consist of good sound 6-roomed house and every convenience, hot and cold water, porcelain bath, telephone, etc.; 12-bail concrete cowshed, engine and separator room. Implement shed and manure shed and other outbuildings. Property is well fenced and watered by running streams, etc., and beautifully sheltered from all cold winds of the surrounding hills. School adjoins the property, and factory 4 miles. There is a road frontage of over 3 miles, so the property would subdivide readily. Price £11 per acre for land, and at the price asked there is big money to be made out of the place. PRICE, £20 per acre. £2000 cash. xyxy=(328,772,474,970)
ad-text: 211 ACRES, Freehold, situated in the Waikato district, being only seven miles from Morrinsville by good metalled road. Handy to school, rural mail delivery, and cream collected. Buildings are good; nice 6-roomed house, bathroom, scullery, with verandahs. Telephone installed. The farm is well subdivided into convenient sized paddocks; the fences are in first-class order and always good. One hundred and eighty acres are in grass and clover, twenty acres in crops; sixty acres in rich drained swamp land, all been ploughed. Stock can be taken at valuation, comprising fifty-six cows, two bulls, six horses and nineteen calves. Possession can be given one month from date of sale if stock are taken. This is cheap at the price asked, and should find a ready sale. PRICE £37 per acre, with £2000 cash. Balance on easy terms. xyxy=(940,434,1100,566)
news-headline: SOUTH AFRICAN ELECTIONS. xyxy=(484,513,624,524)
agent-subtitle: LAND AND HOUSE AGENTS, NEW PLYMOUTH AND ELTHAM. xyxy=(189,288,307,305)
ad-headline: FARMERS xyxy=(673,582,741,598)
news-subheadline: RAILWAYMEN'S SUPPORT. xyxy=(501,445,607,455)
agent-address: Standard Insurance Buildings, Brougham Street, New Plymouth. 'PHONES: Office 410, Private 318. xyxy=(175,762,321,791)
ad-headline: Always xyxy=(672,410,742,433)
news-headline: REPARATIONS. xyxy=(518,223,590,234)
ad-text: 200 ACRES, Tariki, West Coast lease with 17 years to run; splendid house of 6 large and lofty rooms, bathroom, etc. with hot and cold water service; cowshed, 8 bails, with 4-cow milking machine; 160 acres, balance shelter bush; is well watered and subdivided, almost all level and ploughable; carrying capacity 60 cows; handy to factory, 1½ miles railway, P.O. and school. Price, £30 per acre, £1800 down. Worth looking over. xyxy=(787,858,933,933)
news-body: Washington, Feb. 21. It is understood that President Wilson will shortly recommend Congress to accept the special issue of German bonds to pay the debt Belgium owes the United States, approximately 170 million dollars. President Wilson's action will be in accordance with the agreement reached with Mr. Lloyd George and M. Clemenceau at Paris in 1919, by which the legislatures of the three countries would be asked to accept a special issue of a billion dollars in German bonds in lieu of what Belgium owes them. xyxy=(481,257,627,359)
agent-name: F. J. V. WILSON & CO. xyxy=(793,533,927,548)
ad-subheadline: GOING CONCERN. ONLY £500 CASH REQUIRED. xyxy=(23,369,165,387)
